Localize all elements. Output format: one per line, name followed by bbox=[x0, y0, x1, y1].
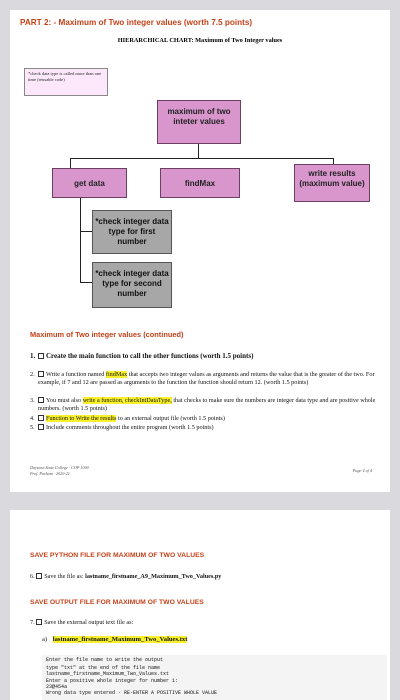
box-maximum-of-two: maximum of two inteter values bbox=[157, 100, 241, 144]
list-item-5 bbox=[30, 424, 378, 432]
document-page-2 bbox=[10, 510, 390, 700]
output-filename: lastname_firstname_Maximum_Two_Values.txt bbox=[52, 636, 188, 643]
console-line: lastname_firstname_Maximum_Two_Values.txt bbox=[46, 671, 170, 678]
checkbox[interactable] bbox=[38, 424, 44, 430]
output-file-line bbox=[42, 636, 187, 643]
save-output-title: SAVE OUTPUT FILE FOR MAXIMUM OF TWO VALUES bbox=[30, 599, 204, 606]
highlighted-text: write a function, checkIntDataType, bbox=[82, 397, 172, 404]
footer-left-1: Daytona State College · COP 1000 bbox=[30, 465, 89, 470]
connector bbox=[198, 144, 199, 158]
item-number: 1. bbox=[30, 352, 36, 360]
checkbox[interactable] bbox=[38, 397, 44, 403]
item-number: 5. bbox=[30, 424, 35, 431]
item-number: 6. bbox=[30, 573, 35, 580]
checkbox[interactable] bbox=[36, 619, 42, 625]
box-get-data: get data bbox=[52, 168, 127, 198]
console-line: Wrong data type entered - RE-ENTER A POSITIVE WHOLE VALUE bbox=[46, 690, 218, 697]
continued-title: Maximum of Two integer values (continued) bbox=[30, 330, 184, 339]
checkbox[interactable] bbox=[38, 371, 44, 377]
connector bbox=[70, 158, 333, 159]
save-python-title: SAVE PYTHON FILE FOR MAXIMUM OF TWO VALUES bbox=[30, 552, 205, 559]
item-text: to an external output file (worth 1.5 points) bbox=[116, 415, 225, 422]
item-number: 4. bbox=[30, 415, 35, 422]
list-item-6 bbox=[30, 573, 221, 580]
footer-right: Page 4 of 4 bbox=[352, 468, 372, 473]
console-line: 23@454a bbox=[46, 683, 68, 690]
item-text: that checks to make sure the numbers are integer data type and are positive whole numbers. (worth 1.5 points) bbox=[38, 397, 376, 412]
connector bbox=[80, 282, 92, 283]
item-number: 2. bbox=[30, 371, 35, 378]
highlighted-text: Function to Write the results bbox=[46, 415, 117, 422]
highlighted-text: findMax bbox=[105, 371, 128, 378]
list-item-7 bbox=[30, 619, 133, 626]
connector bbox=[80, 231, 92, 232]
item-text: You must also bbox=[46, 397, 83, 404]
footer-left-2: Prof. Parham · 2020-21 bbox=[30, 471, 70, 476]
console-line: Enter a positive whole integer for number 1: bbox=[46, 677, 179, 684]
python-filename: lastname_firstname_A9_Maximum_Two_Values.py bbox=[85, 573, 222, 580]
console-line: Enter the file name to write the output bbox=[46, 657, 164, 663]
sub-letter: a) bbox=[42, 636, 48, 643]
item-text: Include comments throughout the entire program (worth 1.5 points) bbox=[46, 424, 214, 431]
console-line: type "txt" at the end of the file name bbox=[46, 665, 161, 672]
list-item-2 bbox=[30, 371, 378, 386]
item-number: 7. bbox=[30, 619, 35, 626]
part-title: PART 2: - Maximum of Two integer values (worth 7.5 points) bbox=[20, 18, 253, 27]
note-box: *check data type is called more than one time (reusable code) bbox=[24, 68, 108, 96]
checkbox[interactable] bbox=[38, 353, 44, 359]
item-text: Save the external output text file as: bbox=[44, 619, 134, 626]
checkbox[interactable] bbox=[38, 415, 44, 421]
connector bbox=[70, 158, 71, 168]
item-text: Write a function named bbox=[46, 371, 106, 378]
checkbox[interactable] bbox=[36, 573, 42, 579]
item-text: Save the file as: bbox=[44, 573, 86, 580]
item-text: that accepts two integer values as arguments and returns the value that is the greater of the two. For example, if 7 and 12 are passed as arguments to the function the function should return 12. (worth 1.5 points) bbox=[38, 371, 375, 386]
chart-title: HIERARCHICAL CHART: Maximum of Two Integer values bbox=[117, 37, 283, 44]
list-item-4 bbox=[30, 415, 378, 423]
list-item-3 bbox=[30, 397, 378, 412]
box-write-results: write results (maximum value) bbox=[294, 164, 370, 202]
document-page-1 bbox=[10, 10, 390, 492]
item-text: Create the main function to call the other functions (worth 1.5 points) bbox=[46, 352, 254, 360]
list-item-1 bbox=[30, 352, 378, 360]
box-check-first: *check integer data type for first number bbox=[92, 210, 172, 254]
box-find-max: findMax bbox=[160, 168, 240, 198]
box-check-second: *check integer data type for second number bbox=[92, 262, 172, 308]
console-output bbox=[42, 655, 387, 700]
item-number: 3. bbox=[30, 397, 35, 404]
connector bbox=[80, 198, 81, 282]
